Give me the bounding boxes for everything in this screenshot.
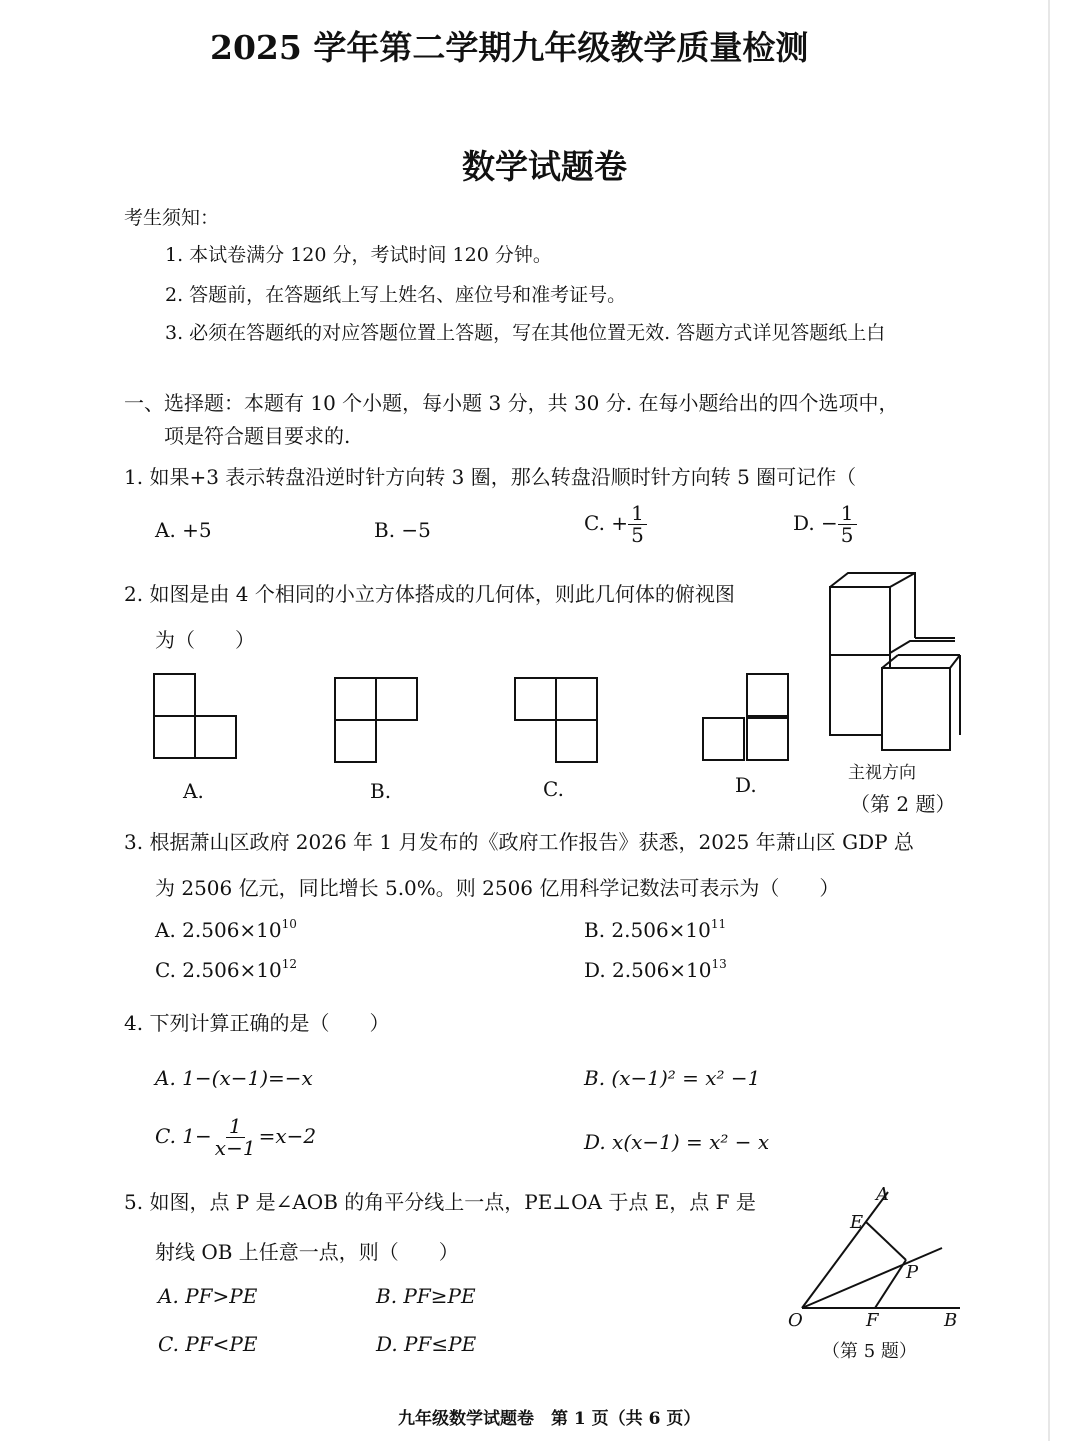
q3-option-b-base: B. 2.506×10 [584,918,711,942]
q1-option-d-fraction [838,503,857,546]
point-label-e: E [850,1212,864,1233]
square-cell [555,719,598,763]
q4-option-d: D. x(x−1) = x² − x [584,1130,770,1154]
q3-option-d [584,957,727,982]
q3-stem: 3. 根据萧山区政府 2026 年 1 月发布的《政府工作报告》获悉，2025 年萧山区 GDP 总 [124,830,914,854]
page-footer: 九年级数学试题卷 第 1 页（共 6 页） [398,1409,701,1429]
square-cell [514,677,557,721]
exponent: 11 [710,917,727,931]
section-1-heading: 一、选择题：本题有 10 个小题，每小题 3 分，共 30 分. 在每小题给出的四个选项中， [124,391,899,415]
square-cell [334,677,377,721]
q5-option-b: B. PF≥PE [376,1284,476,1308]
top-face [830,573,915,638]
square-cell [746,717,789,761]
square-cell [375,677,418,721]
segment-pf [875,1260,906,1308]
point-label-a: A [876,1184,889,1205]
q4-option-c-suffix: =x−2 [258,1124,317,1148]
q4-option-a: A. 1−(x−1)=−x [155,1066,313,1090]
fraction-denominator: 5 [840,523,854,547]
point-label-p: P [906,1262,919,1283]
fraction-numerator: 1 [226,1116,245,1138]
q2-cube-figure [820,565,970,765]
q3-option-c-base: C. 2.506×10 [155,958,282,982]
exponent: 13 [711,957,727,971]
q4-stem: 4. 下列计算正确的是（ ） [124,1011,390,1035]
square-cell [702,717,745,761]
q3-stem-cont: 为 2506 亿元，同比增长 5.0%。则 2506 亿用科学记数法可表示为（ ） [155,876,840,900]
q4-option-b: B. (x−1)² = x² −1 [584,1066,761,1090]
square-cell [746,673,789,717]
exam-title: 2025 学年第二学期九年级教学质量检测 [210,28,809,67]
q2-stem-cont: 为（ ） [155,628,255,652]
q2-stem: 2. 如图是由 4 个相同的小立方体搭成的几何体，则此几何体的俯视图 [124,582,735,606]
q1-option-b: B. −5 [374,518,431,542]
q3-option-a-base: A. 2.506×10 [155,918,282,942]
notice-heading: 考生须知： [124,207,220,229]
point-label-f: F [866,1310,879,1331]
point-label-b: B [944,1310,958,1331]
paper-title: 数学试题卷 [462,147,627,186]
exponent: 10 [281,917,297,931]
q1-option-c-prefix: C. + [584,511,629,535]
notice-item-3: 3. 必须在答题纸的对应答题位置上答题，写在其他位置无效. 答题方式详见答题纸上白 [165,322,886,344]
q3-option-b [584,917,726,942]
cube-edge [950,655,960,668]
cube-edge [890,641,955,653]
segment-pe [866,1222,906,1260]
section-1-heading-cont: 项是符合题目要求的. [164,424,351,448]
q1-option-c [584,503,647,546]
q1-option-d [793,503,857,546]
q5-angle-figure [780,1180,980,1340]
q2-label-b: B. [370,779,392,803]
notice-item-1: 1. 本试卷满分 120 分，考试时间 120 分钟。 [165,244,552,266]
q5-caption: （第 5 题） [822,1341,917,1362]
q2-view-direction-label: 主视方向 [848,763,916,783]
fraction-numerator: 1 [838,503,857,525]
q2-label-d: D. [735,773,757,797]
square-cell [153,673,196,717]
square-cell [334,719,377,763]
q1-option-a: A. +5 [155,518,212,542]
square-cell [153,715,196,759]
q5-option-a: A. PF>PE [158,1284,258,1308]
q5-stem: 5. 如图，点 P 是∠AOB 的角平分线上一点，PE⊥OA 于点 E，点 F 是 [124,1190,756,1214]
q1-option-c-fraction [628,503,647,546]
fraction-numerator: 1 [628,503,647,525]
lower-cube-front [882,668,950,750]
square-cell [194,715,237,759]
q2-caption: （第 2 题） [850,792,956,816]
exponent: 12 [281,957,298,971]
q2-label-c: C. [543,777,564,801]
q3-option-a [155,917,297,942]
page-edge-shadow [1048,0,1050,1441]
q1-stem: 1. 如果+3 表示转盘沿逆时针方向转 3 圈，那么转盘沿顺时针方向转 5 圈可记作（ [124,465,857,489]
q4-option-c-fraction [212,1116,259,1159]
q3-option-c [155,957,297,982]
q5-option-d: D. PF≤PE [376,1332,477,1356]
q5-stem-cont: 射线 OB 上任意一点，则（ ） [155,1240,459,1264]
q4-option-c [155,1116,316,1159]
fraction-denominator: x−1 [214,1136,256,1160]
q1-option-d-prefix: D. − [793,511,838,535]
q5-option-c: C. PF<PE [158,1332,258,1356]
notice-item-2: 2. 答题前，在答题纸上写上姓名、座位号和准考证号。 [165,284,627,306]
cube-edge [890,573,915,587]
fraction-denominator: 5 [631,523,644,547]
q3-option-d-base: D. 2.506×10 [584,958,712,982]
q2-label-a: A. [183,779,204,803]
point-label-o: O [788,1310,803,1331]
q4-option-c-prefix: C. 1− [155,1124,212,1148]
square-cell [555,677,598,721]
